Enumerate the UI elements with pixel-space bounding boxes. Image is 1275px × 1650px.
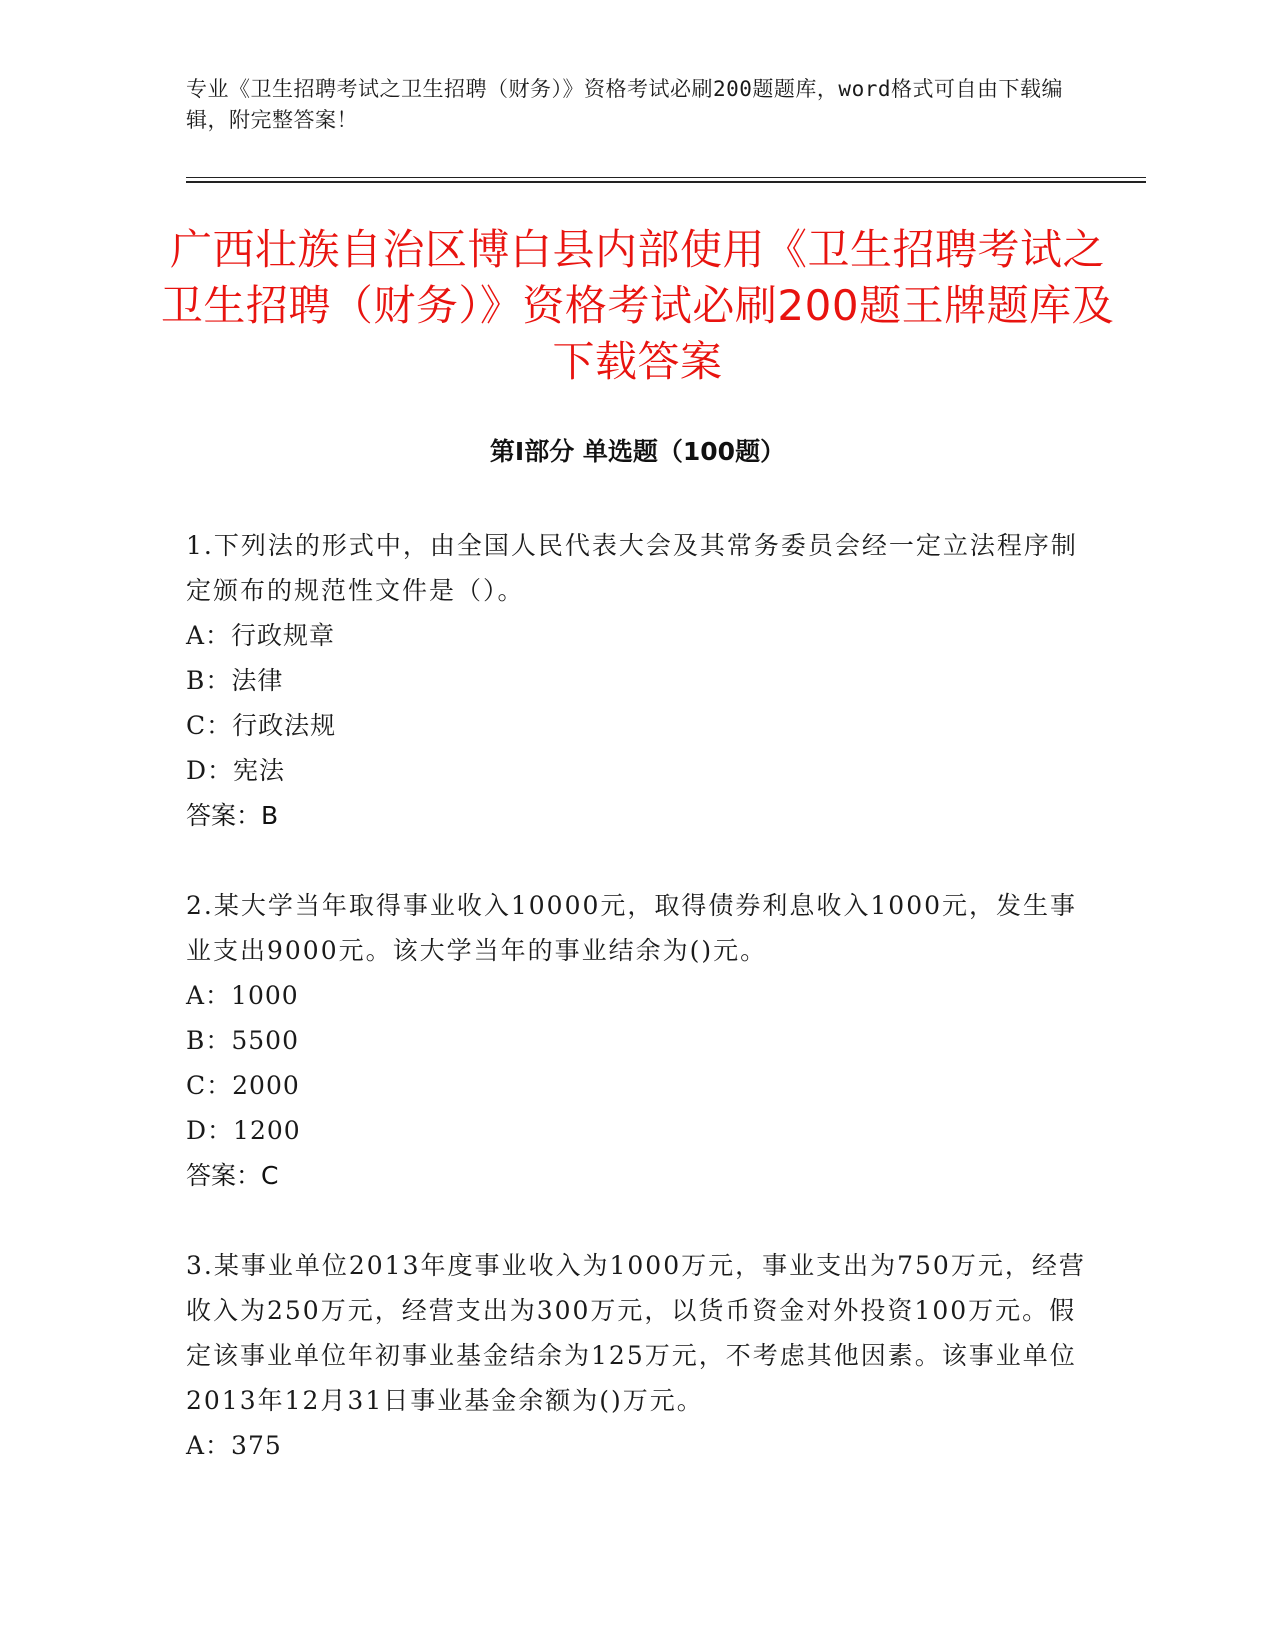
option-c: C：行政法规 (186, 711, 337, 740)
option-a: A：1000 (186, 981, 299, 1010)
option-b: B：5500 (186, 1026, 299, 1055)
option-d: D：宪法 (186, 756, 286, 785)
header-divider-thin (186, 177, 1146, 178)
question-stem: 3.某事业单位2013年度事业收入为1000万元，事业支出为750万元，经营收入为250万元，经营支出为300万元，以货币资金对外投资100万元。假定该事业单位年初事业基金结余为125万元，不考虑其他因素。该事业单位2013年12月31日事业基金余额为()万元。 (186, 1251, 1086, 1415)
question-stem: 2.某大学当年取得事业收入10000元，取得债券利息收入1000元，发生事业支出9000元。该大学当年的事业结余为()元。 (186, 891, 1078, 965)
option-a: A：375 (186, 1431, 282, 1460)
answer: 答案：B (186, 801, 279, 830)
question-3 (186, 1243, 1086, 1468)
option-b: B：法律 (186, 666, 284, 695)
option-a: A：行政规章 (186, 621, 336, 650)
question-1 (186, 523, 1086, 838)
option-c: C：2000 (186, 1071, 300, 1100)
question-spacer (186, 1198, 1086, 1243)
question-spacer (186, 838, 1086, 883)
document-title: 广西壮族自治区博白县内部使用《卫生招聘考试之卫生招聘（财务）》资格考试必刷200题王牌题库及下载答案 (160, 225, 1115, 386)
header-note: 专业《卫生招聘考试之卫生招聘（财务）》资格考试必刷200题题库，word格式可自由下载编辑，附完整答案！ (186, 77, 1063, 132)
answer: 答案：C (186, 1161, 279, 1190)
question-2 (186, 883, 1086, 1198)
section-heading: 第Ⅰ部分 单选题（100题） (489, 437, 786, 466)
header-divider-thick (186, 181, 1146, 183)
question-stem: 1.下列法的形式中，由全国人民代表大会及其常务委员会经一定立法程序制定颁布的规范性文件是（）。 (186, 531, 1078, 605)
option-d: D：1200 (186, 1116, 301, 1145)
question-list (186, 523, 1086, 1468)
